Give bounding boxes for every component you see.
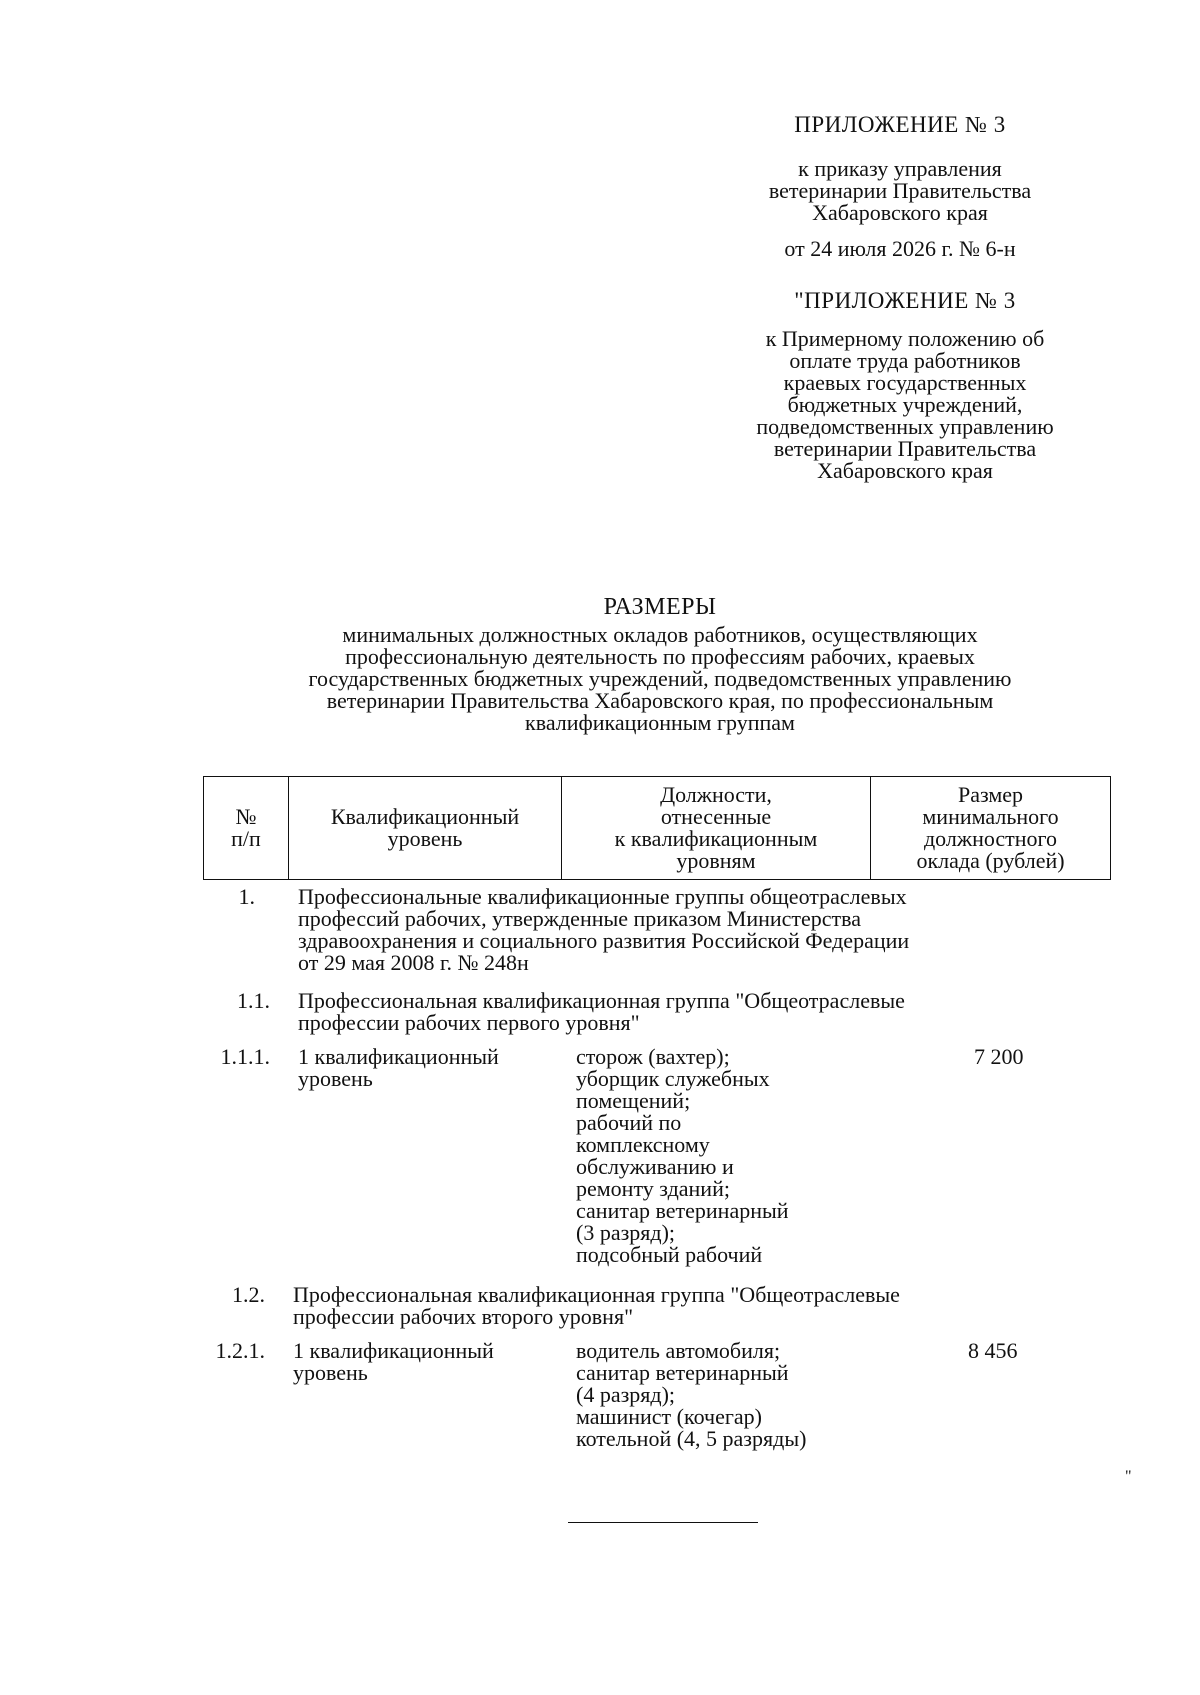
salary-amount: 7 200 (974, 1044, 1024, 1069)
qualification-level (298, 1046, 558, 1090)
position-line: санитар ветеринарный (576, 1360, 789, 1385)
header-text: Размер (957, 782, 1024, 807)
row-number: 1.1. (237, 988, 270, 1013)
attachment-line: краевых государственных (783, 370, 1027, 395)
attachment-line: оплате труда работников (789, 348, 1021, 373)
header-text: п/п (231, 826, 261, 851)
position-line: водитель автомобиля; (576, 1338, 781, 1363)
attachment-line: Хабаровского края (812, 200, 988, 225)
heading-line: профессиональную деятельность по профессиям рабочих, краевых (345, 644, 975, 669)
group-line: Профессиональные квалификационные группы общеотраслевых (298, 884, 907, 909)
position-line: обслуживанию и (576, 1154, 734, 1179)
header-text: Должности, (660, 782, 772, 807)
header-text: минимального (922, 804, 1059, 829)
position-line: машинист (кочегар) (576, 1404, 762, 1429)
header-cell-number (204, 777, 289, 880)
attachment-block-regulation (720, 288, 1090, 482)
position-line: котельной (4, 5 разряды) (576, 1426, 807, 1451)
heading-line: государственных бюджетных учреждений, подведомственных управлению (308, 666, 1012, 691)
attachment-line: подведомственных управлению (756, 414, 1054, 439)
position-line: помещений; (576, 1088, 691, 1113)
document-heading (200, 596, 1120, 734)
attachment-line: к Примерному положению об (765, 326, 1045, 351)
level-line: 1 квалификационный (298, 1044, 499, 1069)
header-text: должностного (923, 826, 1058, 851)
header-text: уровень (387, 826, 463, 851)
attachment-title: ПРИЛОЖЕНИЕ № 3 (794, 112, 1006, 137)
position-line: подсобный рабочий (576, 1242, 763, 1267)
position-line: рабочий по (576, 1110, 682, 1135)
header-text: Квалификационный (330, 804, 520, 829)
row-number: 1.2.1. (215, 1338, 265, 1363)
attachment-line: ветеринарии Правительства (773, 436, 1037, 461)
level-line: 1 квалификационный (293, 1338, 494, 1363)
group-description (298, 886, 1098, 974)
position-line: (3 разряд); (576, 1220, 676, 1245)
row-number: 1. (238, 884, 255, 909)
attachment-line: бюджетных учреждений, (787, 392, 1023, 417)
heading-line: минимальных должностных окладов работников, осуществляющих (342, 622, 978, 647)
position-line: уборщик служебных (576, 1066, 770, 1091)
positions-list (576, 1340, 876, 1450)
header-text: отнесенные (660, 804, 772, 829)
header-text: № (235, 804, 257, 829)
group-line: профессии рабочих второго уровня" (293, 1304, 634, 1329)
position-line: (4 разряд); (576, 1382, 676, 1407)
heading-line: ветеринарии Правительства Хабаровского края, по профессиональным (326, 688, 994, 713)
level-line: уровень (293, 1360, 368, 1385)
positions-list (576, 1046, 876, 1266)
level-line: уровень (298, 1066, 373, 1091)
group-line: Профессиональная квалификационная группа "Общеотраслевые (298, 988, 905, 1013)
header-cell-level (289, 777, 562, 880)
end-rule (568, 1522, 758, 1523)
row-number: 1.2. (232, 1282, 265, 1307)
position-line: ремонту зданий; (576, 1176, 730, 1201)
header-cell-positions (562, 777, 871, 880)
group-line: профессий рабочих, утвержденные приказом Министерства (298, 906, 862, 931)
qualification-level (293, 1340, 553, 1384)
attachment-title: "ПРИЛОЖЕНИЕ № 3 (794, 288, 1016, 313)
position-line: сторож (вахтер); (576, 1044, 730, 1069)
header-text: к квалификационным (614, 826, 818, 851)
header-text: уровням (676, 848, 756, 873)
heading-line: квалификационным группам (525, 710, 795, 735)
attachment-line: Хабаровского края (817, 458, 993, 483)
position-line: санитар ветеринарный (576, 1198, 789, 1223)
table-header (203, 776, 1111, 880)
header-cell-salary (871, 777, 1111, 880)
salary-amount: 8 456 (968, 1338, 1018, 1363)
group-line: профессии рабочих первого уровня" (298, 1010, 640, 1035)
attachment-block-order (735, 112, 1065, 260)
group-description (298, 990, 1098, 1034)
group-line: Профессиональная квалификационная группа "Общеотраслевые (293, 1282, 900, 1307)
group-description (293, 1284, 1093, 1328)
attachment-line: к приказу управления (798, 156, 1002, 181)
group-line: от 29 мая 2008 г. № 248н (298, 950, 529, 975)
attachment-date: от 24 июля 2026 г. № 6-н (784, 236, 1016, 261)
position-line: комплексному (576, 1132, 710, 1157)
row-number: 1.1.1. (220, 1044, 270, 1069)
closing-quote: " (1125, 1468, 1132, 1485)
attachment-line: ветеринарии Правительства (768, 178, 1032, 203)
document-title: РАЗМЕРЫ (603, 594, 717, 620)
group-line: здравоохранения и социального развития Российской Федерации (298, 928, 910, 953)
header-text: оклада (рублей) (916, 848, 1065, 873)
